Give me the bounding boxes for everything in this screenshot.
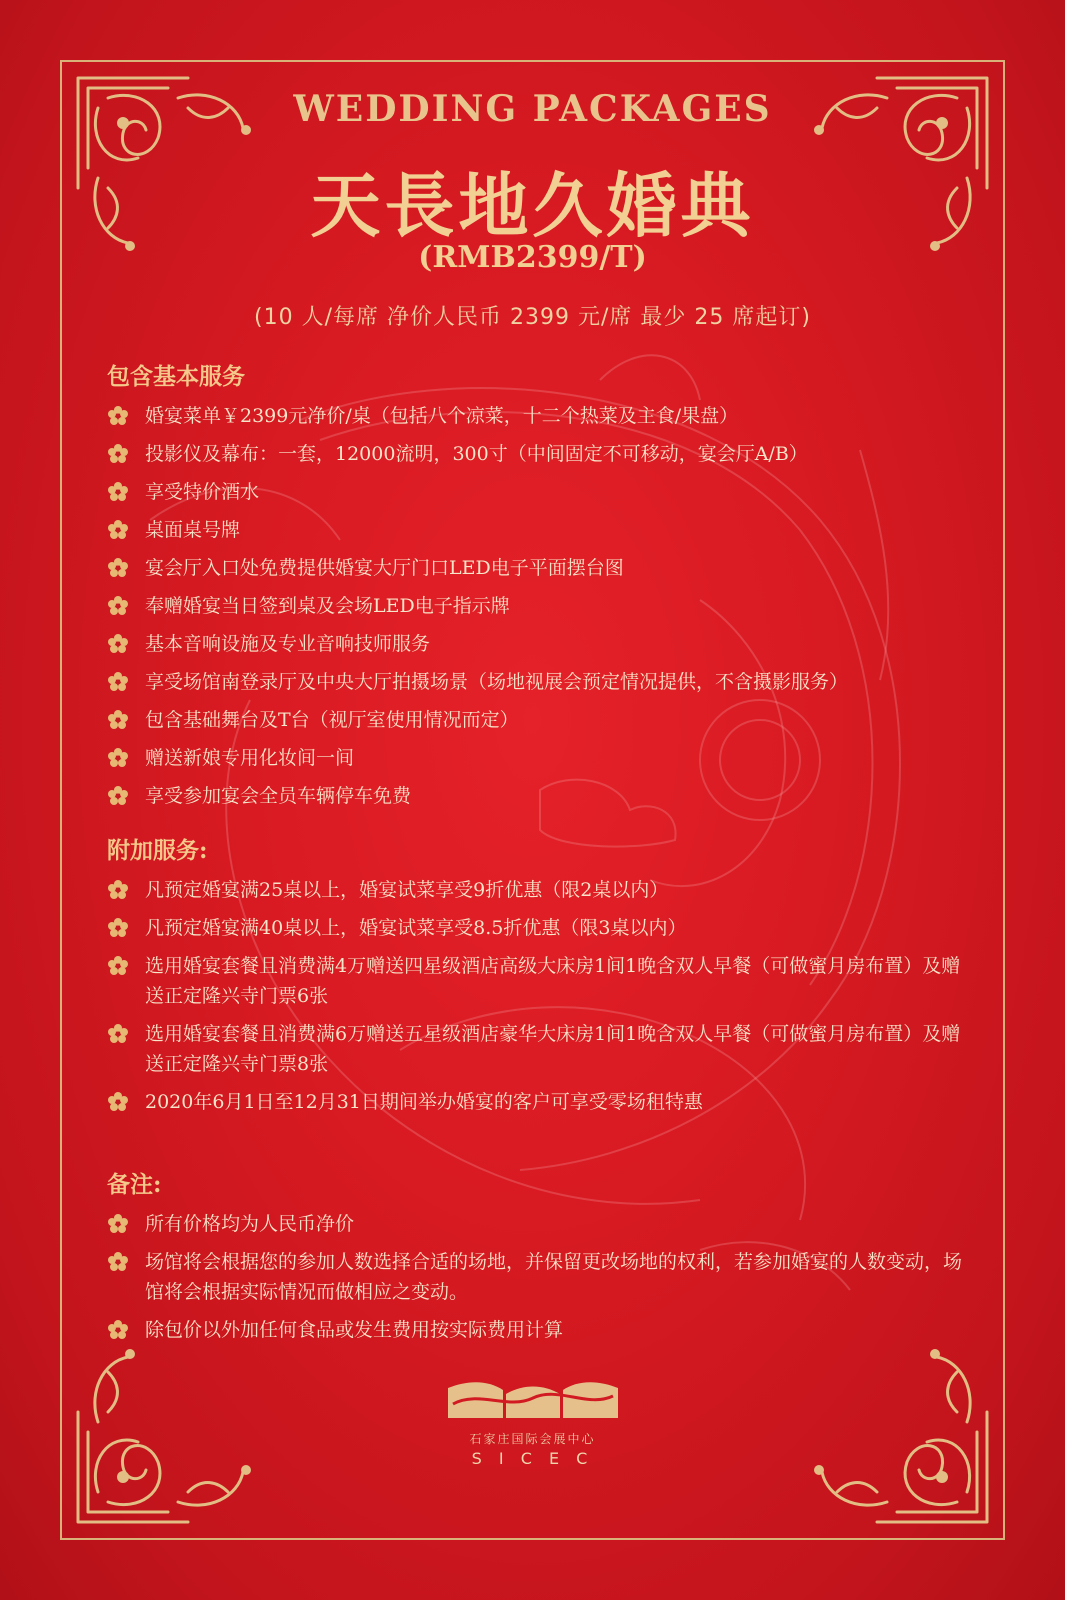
package-price: (RMB2399/T) <box>418 240 647 275</box>
list-item <box>107 1019 967 1079</box>
list-item-text: 宴会厅入口处免费提供婚宴大厅门口LED电子平面摆台图 <box>145 557 624 579</box>
notes-list <box>107 1209 967 1345</box>
list-item-text: 享受特价酒水 <box>145 481 260 503</box>
list-item-text: 桌面桌号牌 <box>145 519 241 541</box>
logo-chinese-name: 石家庄国际会展中心 <box>469 1432 596 1446</box>
list-item <box>107 1315 967 1345</box>
list-item <box>107 553 967 583</box>
eyebrow-heading: WEDDING PACKAGES <box>293 88 772 130</box>
basic-services-list <box>107 401 967 811</box>
flower-bullet-icon <box>107 955 129 977</box>
list-item <box>107 875 967 905</box>
list-item-text: 场馆将会根据您的参加人数选择合适的场地，并保留更改场地的权利，若参加婚宴的人数变动，场馆将会根据实际情况而做相应之变动。 <box>145 1251 963 1303</box>
sicec-logo <box>0 1380 1065 1468</box>
list-item-text: 基本音响设施及专业音响技师服务 <box>145 633 431 655</box>
additional-services-list <box>107 875 967 1117</box>
flower-bullet-icon <box>107 879 129 901</box>
list-item <box>107 1247 967 1307</box>
flower-bullet-icon <box>107 1213 129 1235</box>
list-item <box>107 439 967 469</box>
package-title: 天長地久婚典 <box>310 164 755 247</box>
list-item <box>107 1087 967 1117</box>
list-item-text: 选用婚宴套餐且消费满4万赠送四星级酒店高级大床房1间1晚含双人早餐（可做蜜月房布置）及赠送正定隆兴寺门票6张 <box>145 955 961 1007</box>
list-item <box>107 1209 967 1239</box>
list-item <box>107 913 967 943</box>
list-item <box>107 515 967 545</box>
list-item <box>107 781 967 811</box>
list-item <box>107 401 967 431</box>
list-item-text: 所有价格均为人民币净价 <box>145 1213 355 1235</box>
additional-services-section <box>107 832 967 1125</box>
price-details: (10 人/每席 净价人民币 2399 元/席 最少 25 席起订) <box>254 305 811 330</box>
flower-bullet-icon <box>107 1091 129 1113</box>
flower-bullet-icon <box>107 557 129 579</box>
flower-bullet-icon <box>107 671 129 693</box>
list-item-text: 赠送新娘专用化妆间一间 <box>145 747 355 769</box>
notes-section <box>107 1166 967 1353</box>
list-item-text: 2020年6月1日至12月31日期间举办婚宴的客户可享受零场租特惠 <box>145 1091 703 1113</box>
list-item-text: 选用婚宴套餐且消费满6万赠送五星级酒店豪华大床房1间1晚含双人早餐（可做蜜月房布置）及赠送正定隆兴寺门票8张 <box>145 1023 961 1075</box>
list-item <box>107 629 967 659</box>
flower-bullet-icon <box>107 519 129 541</box>
list-item-text: 除包价以外加任何食品或发生费用按实际费用计算 <box>145 1319 564 1341</box>
section-heading: 附加服务: <box>107 837 208 864</box>
section-heading: 备注: <box>107 1171 162 1198</box>
flower-bullet-icon <box>107 633 129 655</box>
list-item-text: 享受场馆南登录厅及中央大厅拍摄场景（场地视展会预定情况提供，不含摄影服务） <box>145 671 849 693</box>
list-item-text: 投影仪及幕布：一套，12000流明，300寸（中间固定不可移动，宴会厅A/B） <box>145 443 808 465</box>
list-item-text: 包含基础舞台及T台（视厅室使用情况而定） <box>145 709 519 731</box>
flower-bullet-icon <box>107 917 129 939</box>
flower-bullet-icon <box>107 1023 129 1045</box>
flower-bullet-icon <box>107 1319 129 1341</box>
list-item-text: 奉赠婚宴当日签到桌及会场LED电子指示牌 <box>145 595 510 617</box>
flower-bullet-icon <box>107 405 129 427</box>
list-item <box>107 591 967 621</box>
list-item <box>107 477 967 507</box>
list-item <box>107 743 967 773</box>
list-item-text: 凡预定婚宴满25桌以上，婚宴试菜享受9折优惠（限2桌以内） <box>145 879 669 901</box>
flower-bullet-icon <box>107 709 129 731</box>
logo-english-name: S I C E C <box>471 1449 594 1468</box>
list-item-text: 享受参加宴会全员车辆停车免费 <box>145 785 412 807</box>
list-item <box>107 705 967 735</box>
flower-bullet-icon <box>107 747 129 769</box>
flower-bullet-icon <box>107 1251 129 1273</box>
list-item <box>107 951 967 1011</box>
flower-bullet-icon <box>107 595 129 617</box>
flower-bullet-icon <box>107 443 129 465</box>
section-heading: 包含基本服务 <box>107 363 245 390</box>
sicec-logo-icon <box>448 1380 618 1420</box>
flower-bullet-icon <box>107 481 129 503</box>
list-item-text: 婚宴菜单￥2399元净价/桌（包括八个凉菜，十二个热菜及主食/果盘） <box>145 405 739 427</box>
flower-bullet-icon <box>107 785 129 807</box>
list-item-text: 凡预定婚宴满40桌以上，婚宴试菜享受8.5折优惠（限3桌以内） <box>145 917 687 939</box>
list-item <box>107 667 967 697</box>
basic-services-section <box>107 358 967 819</box>
